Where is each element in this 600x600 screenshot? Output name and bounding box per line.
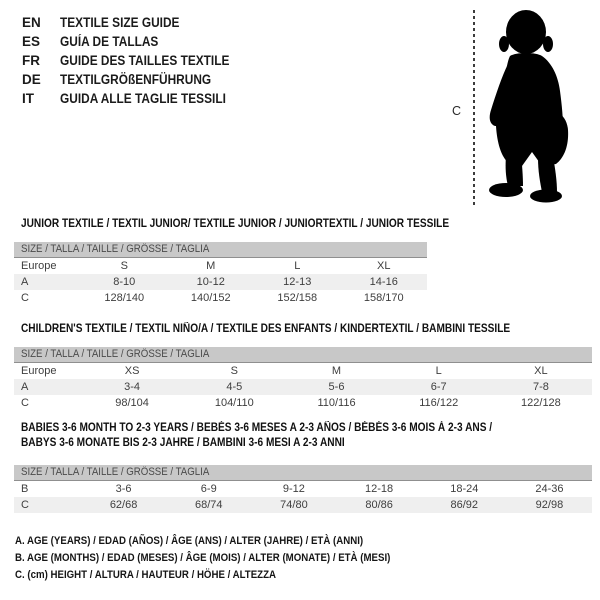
table-cell: 8-10 — [113, 276, 136, 288]
table-cell: 9-12 — [282, 483, 305, 495]
table-cell: 104/110 — [214, 397, 254, 409]
table-row — [14, 497, 592, 513]
language-code: DE — [22, 72, 41, 87]
language-row — [22, 89, 253, 108]
children-textile-section — [14, 322, 592, 411]
table-title-text: CHILDREN'S TEXTILE / TEXTIL NIÑO/A / TEXTILE DES ENFANTS / KINDERTEXTIL / BAMBINI TESSILE — [21, 323, 511, 335]
table-cell: 10-12 — [196, 276, 225, 288]
language-code: IT — [22, 91, 34, 106]
table-title — [21, 217, 450, 232]
table-cell: 110/116 — [317, 397, 356, 409]
size-header-label: SIZE / TALLA / TAILLE / GRÖSSE / TAGLIA — [21, 348, 210, 360]
row-label: A — [21, 381, 29, 393]
guide-title: TEXTILE SIZE GUIDE — [60, 15, 180, 30]
table-cell: XL — [377, 260, 391, 272]
table-cell: XL — [534, 365, 548, 377]
table-cell: L — [294, 260, 301, 272]
table-cell: M — [331, 365, 342, 377]
table-cell: XS — [124, 365, 140, 377]
table-cell: 152/158 — [277, 292, 318, 304]
footnote-c: C. (cm) HEIGHT / ALTURA / HAUTEUR / HÖHE / ALTEZZA — [15, 569, 277, 581]
table-title — [21, 421, 592, 451]
table-cell: 12-13 — [283, 276, 312, 288]
table-cell: 62/68 — [109, 499, 138, 511]
table-title-text: JUNIOR TEXTILE / TEXTIL JUNIOR/ TEXTILE JUNIOR / JUNIORTEXTIL / JUNIOR TESSILE — [21, 218, 450, 230]
guide-title: GUIDE DES TAILLES TEXTILE — [60, 53, 230, 68]
table-cell: 158/170 — [363, 292, 404, 304]
table-cell: S — [230, 365, 238, 377]
row-label: Europe — [21, 365, 57, 377]
row-label: A — [21, 276, 29, 288]
language-title-list — [22, 13, 253, 108]
size-header-bar — [14, 242, 427, 258]
row-label: C — [21, 292, 29, 304]
table-cell: 122/128 — [521, 397, 561, 409]
table-cell: 12-18 — [365, 483, 394, 495]
size-header-bar — [14, 465, 592, 481]
height-measure-label: C — [452, 104, 462, 118]
guide-title: TEXTILGRÖßENFÜHRUNG — [60, 72, 212, 87]
table-row — [14, 379, 592, 395]
size-header-label: SIZE / TALLA / TAILLE / GRÖSSE / TAGLIA — [21, 466, 210, 478]
row-label: C — [21, 499, 29, 511]
table-cell: 3-4 — [124, 381, 141, 393]
table-row — [14, 258, 427, 274]
table-cell: 18-24 — [450, 483, 479, 495]
table-cell: 3-6 — [115, 483, 132, 495]
size-table — [14, 258, 427, 306]
table-cell: S — [120, 260, 128, 272]
table-cell: 98/104 — [115, 397, 149, 409]
table-cell: 74/80 — [280, 499, 308, 511]
table-title-text: BABYS 3-6 MONATE BIS 2-3 JAHRE / BAMBINI 3-6 MESI A 2-3 ANNI — [21, 437, 345, 449]
table-cell: L — [435, 365, 442, 377]
row-label: C — [21, 397, 29, 409]
language-code: EN — [22, 15, 41, 30]
row-label: B — [21, 483, 29, 495]
table-cell: 6-9 — [200, 483, 217, 495]
table-cell: 128/140 — [104, 292, 145, 304]
language-code: FR — [22, 53, 40, 68]
table-cell: 68/74 — [194, 499, 223, 511]
table-title — [21, 322, 592, 337]
table-cell: 24-36 — [535, 483, 564, 495]
language-row — [22, 70, 253, 89]
table-cell: 14-16 — [369, 276, 398, 288]
language-code: ES — [22, 34, 41, 49]
footnote-a: A. AGE (YEARS) / EDAD (AÑOS) / ÂGE (ANS) / ALTER (JAHRE) / ETÀ (ANNI) — [15, 535, 364, 547]
table-row — [14, 290, 427, 306]
size-table — [14, 481, 592, 513]
table-cell: 5-6 — [328, 381, 345, 393]
language-row — [22, 32, 253, 51]
footnote-list — [15, 533, 442, 584]
size-table — [14, 363, 592, 411]
table-title-line — [21, 421, 592, 436]
table-cell: 4-5 — [226, 381, 243, 393]
guide-title: GUIDA ALLE TAGLIE TESSILI — [60, 91, 226, 106]
babies-textile-section — [14, 421, 592, 513]
guide-title: GUÍA DE TALLAS — [60, 34, 159, 49]
height-measure-dashed-line — [473, 10, 475, 207]
table-title-line — [21, 322, 592, 337]
table-cell: 140/152 — [190, 292, 231, 304]
table-cell: 116/122 — [419, 397, 459, 409]
baby-silhouette — [480, 6, 588, 208]
row-label: Europe — [21, 260, 57, 272]
table-row — [14, 395, 592, 411]
size-header-label: SIZE / TALLA / TAILLE / GRÖSSE / TAGLIA — [21, 243, 210, 255]
size-header-bar — [14, 347, 592, 363]
table-title-line — [21, 217, 450, 232]
table-cell: 92/98 — [535, 499, 564, 511]
table-row — [14, 481, 592, 497]
language-row — [22, 51, 253, 70]
footnote-b: B. AGE (MONTHS) / EDAD (MESES) / ÂGE (MOIS) / ALTER (MONATE) / ETÀ (MESI) — [15, 552, 391, 564]
junior-textile-section — [14, 217, 450, 306]
table-cell: 80/86 — [365, 499, 393, 511]
language-row — [22, 13, 253, 32]
table-cell: 6-7 — [430, 381, 447, 393]
table-row — [14, 274, 427, 290]
table-cell: 7-8 — [532, 381, 549, 393]
table-title-text: BABIES 3-6 MONTH TO 2-3 YEARS / BEBÉS 3-6 MESES A 2-3 AÑOS / BÉBÉS 3-6 MOIS À 2-3 ANS / — [21, 422, 493, 434]
table-row — [14, 363, 592, 379]
table-cell: M — [206, 260, 216, 272]
table-cell: 86/92 — [450, 499, 479, 511]
table-title-line — [21, 436, 592, 451]
